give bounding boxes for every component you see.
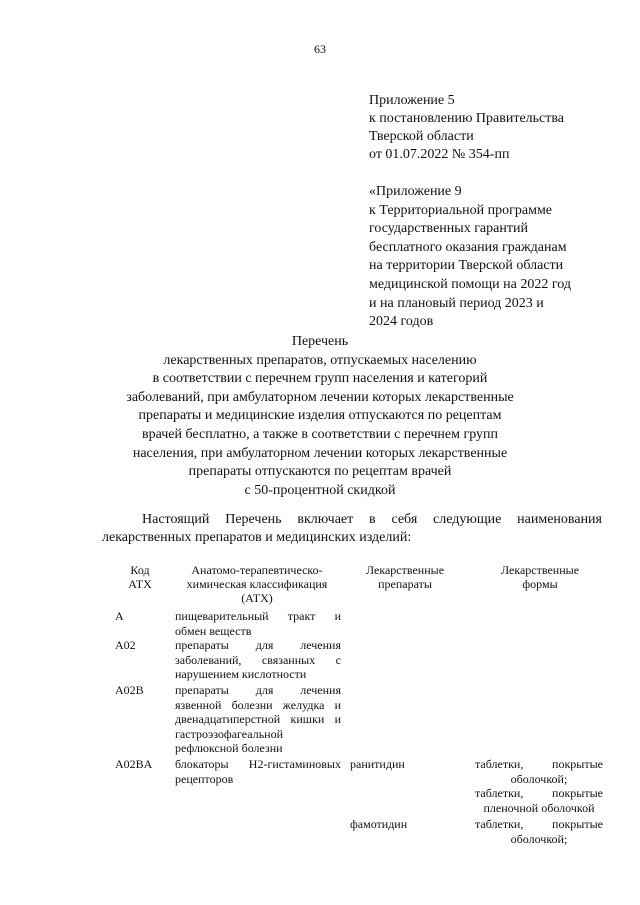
header-forms: Лекарственные формы (500, 563, 580, 591)
drug-form-line: пленочной оболочкой (483, 800, 595, 815)
table-row-code: A02B (115, 683, 144, 697)
drug-form-line: таблетки, покрытые (475, 817, 603, 831)
appendix-5-header: Приложение 5 к постановлению Правительства Тверской области от 01.07.2022 № 354-пп (369, 93, 565, 162)
drug-form (475, 817, 603, 846)
drug-form (475, 757, 603, 786)
table-row-classification: блокаторы H2-гистаминовых рецепторов (175, 757, 341, 786)
header-drugs: Лекарственные препараты (365, 563, 445, 591)
intro-paragraph: Настоящий Перечень включает в себя следующие наименования лекарственных препаратов и медицинских изделий: (102, 512, 602, 545)
header-code: Код АТХ (128, 563, 152, 591)
table-row-code: A02BA (115, 757, 153, 771)
drug-form (475, 786, 603, 815)
header-classification: Анатомо-терапевтическо- химическая классификация (АТХ) (186, 563, 328, 605)
table-row-classification: препараты для лечения заболеваний, связанных с нарушением кислотности (175, 638, 341, 682)
drug-form-line: таблетки, покрытые (475, 757, 603, 771)
drug-form-line: таблетки, покрытые (475, 786, 603, 800)
page-number: 63 (314, 42, 326, 56)
table-row-code: А (115, 609, 124, 623)
appendix-9-header: «Приложение 9 к Территориальной программе государственных гарантий бесплатного оказания гражданам на территории Тверской области медицинской помощи на 2022 год и на плановый период 2023 и 2024 годов (369, 184, 571, 330)
drug-form-line: оболочкой; (510, 771, 568, 786)
table-row-classification: препараты для лечения язвенной болезни желудка и двенадцатиперстной кишки и гастроэзофагеальной рефлюксной болезни (175, 683, 341, 756)
drug-form-line: оболочкой; (510, 831, 568, 846)
table-row-code: A02 (115, 638, 136, 652)
drug-name: фамотидин (350, 817, 408, 831)
drug-name: ранитидин (350, 757, 405, 771)
document-title: Перечень лекарственных препаратов, отпускаемых населению в соответствии с перечнем групп населения и категорий заболеваний, при амбулаторном лечении которых лекарственные препараты и медицинские изделия отпускаются по рецептам врачей бесплатно, а также в соответствии с перечнем групп населения, при амбулаторном лечении которых лекарственные препараты отпускаются по рецептам врачей с 50-процентной скидкой (126, 334, 514, 498)
table-row-classification: пищеварительный тракт и обмен веществ (175, 609, 341, 638)
